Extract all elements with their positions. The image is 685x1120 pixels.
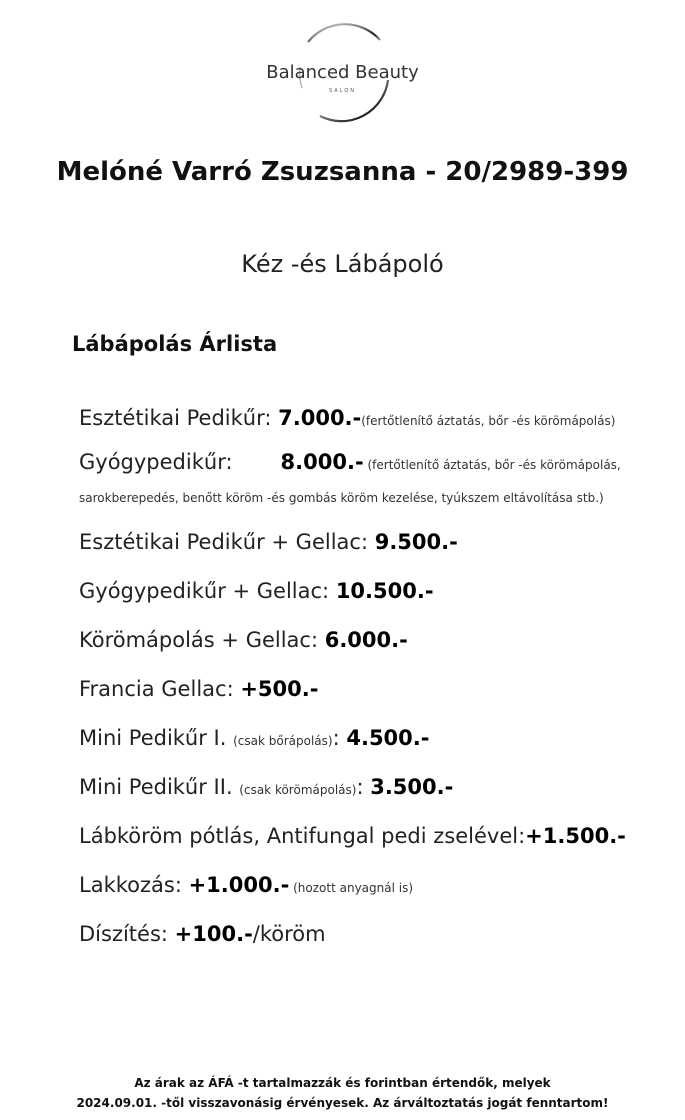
price-item-lakkozas — [79, 866, 639, 904]
logo-name: Balanced Beauty — [266, 62, 419, 83]
item-price: 10.500.- — [335, 579, 434, 603]
item-price: 7.000.- — [278, 406, 362, 430]
item-price: +100.- — [174, 922, 253, 946]
item-price: +1.500.- — [525, 824, 626, 848]
price-list — [79, 402, 639, 964]
page-subtitle: Kéz -és Lábápoló — [241, 250, 444, 278]
page-title: Melóné Varró Zsuzsanna - 20/2989-399 — [56, 157, 629, 187]
price-item-koromapolas-gellac — [79, 621, 639, 659]
footer-line-2: 2024.09.01. -től visszavonásig érvényesek. Az árváltoztatás jogát fenntartom! — [76, 1096, 609, 1110]
item-note: (csak körömápolás) — [239, 783, 357, 797]
footer-line-1: Az árak az ÁFÁ -t tartalmazzák és forintban értendők, melyek — [134, 1076, 551, 1090]
item-label: Mini Pedikűr II. — [79, 775, 240, 799]
price-item-labkorom-potlas — [79, 817, 639, 855]
item-label: Francia Gellac: — [79, 677, 241, 701]
item-note: (csak bőrápolás) — [233, 734, 333, 748]
item-price: 4.500.- — [346, 726, 430, 750]
item-label: Gyógypedikűr + Gellac: — [79, 579, 336, 603]
item-price: +1.000.- — [188, 873, 290, 897]
item-note: (hozott anyagnál is) — [289, 881, 414, 895]
price-item-francia-gellac — [79, 670, 639, 708]
item-separator: : — [356, 775, 371, 799]
item-label: Mini Pedikűr I. — [79, 726, 234, 750]
item-price: 3.500.- — [370, 775, 454, 799]
item-label: Lakkozás: — [79, 873, 189, 897]
item-price: 9.500.- — [374, 530, 458, 554]
footer-disclaimer — [20, 1073, 665, 1113]
item-label: Esztétikai Pedikűr + Gellac: — [79, 530, 375, 554]
price-item-mini-pedikur-2 — [79, 768, 639, 806]
salon-logo — [266, 12, 419, 137]
price-item-esztetikai-pedikur-gellac — [79, 523, 639, 561]
item-label: Gyógypedikűr: — [79, 450, 233, 474]
item-price: 6.000.- — [324, 628, 408, 652]
logo-subtitle: SALON — [329, 88, 356, 94]
price-item-esztetikai-pedikur — [79, 402, 639, 435]
price-item-diszites — [79, 915, 639, 953]
item-suffix: /köröm — [252, 922, 326, 946]
item-label: Lábköröm pótlás, Antifungal pedi zselével: — [79, 824, 526, 848]
section-title: Lábápolás Árlista — [72, 332, 278, 356]
price-item-mini-pedikur-1 — [79, 719, 639, 757]
item-label: Esztétikai Pedikűr: — [79, 406, 279, 430]
item-label: Körömápolás + Gellac: — [79, 628, 325, 652]
item-separator: : — [332, 726, 347, 750]
item-price: +500.- — [240, 677, 319, 701]
price-item-gyogypedikur — [79, 446, 639, 512]
item-price: 8.000.- — [280, 450, 364, 474]
price-item-gyogypedikur-gellac — [79, 572, 639, 610]
item-note: (fertőtlenítő áztatás, bőr -és körömápolás) — [361, 414, 616, 428]
item-note: (fertőtlenítő áztatás, bőr -és körömápolás, sarokberepedés, benőtt köröm -és gombás köröm kezelése, tyúkszem eltávolítása stb.) — [79, 458, 621, 505]
item-label: Díszítés: — [79, 922, 175, 946]
